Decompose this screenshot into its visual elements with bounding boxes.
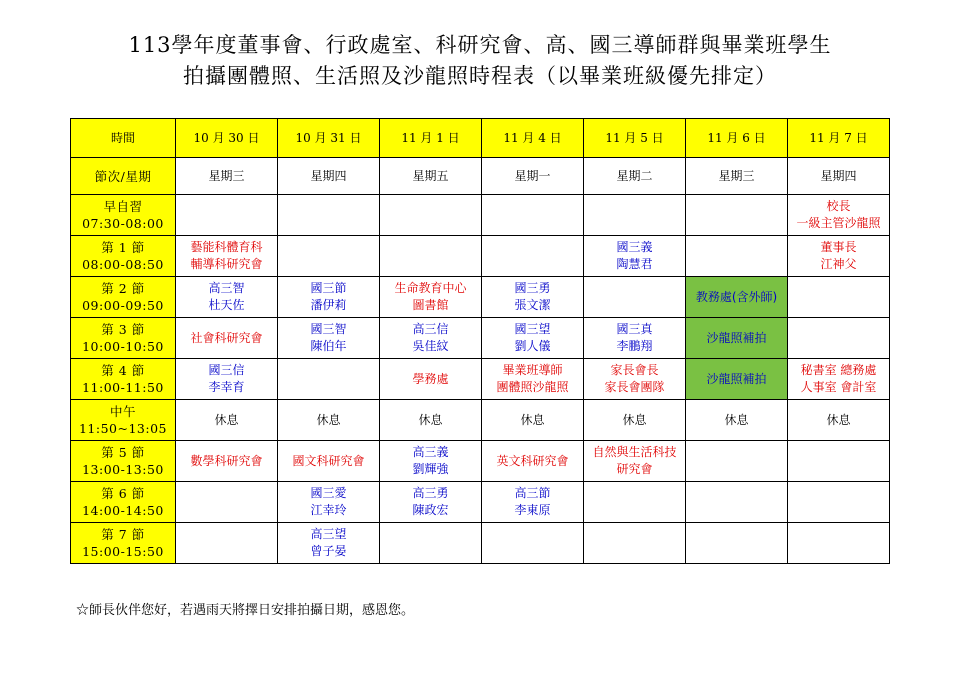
weekday-header: 星期五	[380, 158, 482, 195]
schedule-row	[71, 318, 890, 359]
title-line-1: 113學年度董事會、行政處室、科研究會、高、國三導師群與畢業班學生	[128, 33, 832, 57]
cell-text: 曾子晏	[310, 544, 347, 558]
cell-text: 教務處(含外師)	[695, 289, 778, 304]
cell-text: 李鵬翔	[616, 339, 653, 353]
period-label	[71, 523, 176, 564]
period-time: 15:00-15:50	[82, 544, 164, 559]
schedule-cell	[584, 359, 686, 400]
schedule-cell	[584, 195, 686, 236]
cell-text: 圖書館	[412, 298, 449, 312]
schedule-cell	[788, 277, 890, 318]
date-header: 10 月 30 日	[176, 119, 278, 158]
cell-text: 高三信	[412, 322, 449, 336]
schedule-cell	[584, 236, 686, 277]
cell-text: 社會科研究會	[190, 330, 263, 345]
period-name: 中午	[109, 404, 136, 419]
date-header: 11 月 1 日	[380, 119, 482, 158]
date-header: 11 月 6 日	[686, 119, 788, 158]
schedule-cell	[176, 523, 278, 564]
schedule-row	[71, 441, 890, 482]
period-label	[71, 482, 176, 523]
cell-text: 英文科研究會	[496, 453, 569, 468]
cell-text: 國三愛	[310, 486, 347, 500]
schedule-cell	[788, 400, 890, 441]
cell-text: 國三勇	[514, 281, 551, 295]
schedule-cell	[482, 318, 584, 359]
cell-text: 潘伊莉	[310, 298, 347, 312]
cell-text: 休息	[214, 412, 239, 427]
schedule-cell	[278, 482, 380, 523]
schedule-cell	[482, 236, 584, 277]
schedule-cell	[380, 359, 482, 400]
cell-text: 休息	[622, 412, 647, 427]
cell-text: 江神父	[820, 257, 857, 271]
period-name: 第 6 節	[101, 486, 145, 501]
cell-text: 杜天佐	[208, 298, 245, 312]
schedule-cell	[686, 441, 788, 482]
schedule-cell	[686, 236, 788, 277]
schedule-cell	[278, 441, 380, 482]
schedule-cell	[176, 441, 278, 482]
schedule-cell	[482, 277, 584, 318]
schedule-cell	[278, 359, 380, 400]
cell-text: 吳佳紋	[412, 339, 449, 353]
period-name: 第 5 節	[101, 445, 145, 460]
cell-text: 國三信	[208, 363, 245, 377]
schedule-row	[71, 277, 890, 318]
cell-text: 董事長	[820, 240, 857, 254]
cell-text: 一級主管沙龍照	[796, 216, 881, 230]
period-label	[71, 359, 176, 400]
period-name: 第 4 節	[101, 363, 145, 378]
weekday-header: 星期三	[176, 158, 278, 195]
schedule-table	[70, 118, 890, 564]
date-header-row	[71, 119, 890, 158]
cell-text: 劉輝強	[412, 462, 449, 476]
schedule-row	[71, 359, 890, 400]
schedule-cell	[380, 482, 482, 523]
cell-text: 自然與生活科技	[592, 445, 677, 459]
schedule-cell	[584, 482, 686, 523]
schedule-cell	[380, 523, 482, 564]
schedule-cell	[176, 318, 278, 359]
schedule-cell	[278, 236, 380, 277]
schedule-cell	[788, 441, 890, 482]
period-label	[71, 318, 176, 359]
cell-text: 國三義	[616, 240, 653, 254]
date-header: 10 月 31 日	[278, 119, 380, 158]
cell-text: 國文科研究會	[292, 453, 365, 468]
period-label	[71, 277, 176, 318]
schedule-cell	[176, 359, 278, 400]
schedule-cell	[278, 318, 380, 359]
schedule-cell	[176, 482, 278, 523]
cell-text: 高三望	[310, 527, 347, 541]
cell-text: 團體照沙龍照	[496, 380, 569, 394]
schedule-cell	[482, 482, 584, 523]
cell-text: 校長	[826, 199, 851, 213]
title-line-2: 拍攝團體照、生活照及沙龍照時程表（以畢業班級優先排定）	[183, 64, 777, 88]
period-name: 第 7 節	[101, 527, 145, 542]
footnote: ☆師長伙伴您好，若遇雨天將擇日安排拍攝日期，感恩您。	[76, 603, 415, 618]
period-name: 早自習	[103, 199, 143, 214]
cell-text: 江幸玲	[310, 503, 347, 517]
period-label	[71, 195, 176, 236]
weekday-header: 星期四	[788, 158, 890, 195]
document-title	[0, 30, 960, 92]
schedule-cell	[788, 523, 890, 564]
schedule-cell	[482, 359, 584, 400]
cell-text: 秘書室 總務處	[800, 363, 877, 377]
schedule-cell	[482, 400, 584, 441]
schedule-cell	[584, 441, 686, 482]
cell-text: 輔導科研究會	[190, 257, 263, 271]
cell-text: 家長會團隊	[604, 380, 665, 394]
date-header: 11 月 5 日	[584, 119, 686, 158]
schedule-cell	[278, 195, 380, 236]
period-time: 08:00-08:50	[82, 257, 164, 272]
schedule-cell	[176, 400, 278, 441]
weekday-header: 星期三	[686, 158, 788, 195]
cell-text: 李東原	[514, 503, 551, 517]
schedule-cell	[380, 195, 482, 236]
period-time: 13:00-13:50	[82, 462, 164, 477]
cell-text: 休息	[724, 412, 749, 427]
cell-text: 李幸育	[208, 380, 245, 394]
schedule-cell	[788, 482, 890, 523]
schedule-row	[71, 482, 890, 523]
schedule-cell	[686, 359, 788, 400]
period-time: 09:00-09:50	[82, 298, 164, 313]
schedule-cell	[788, 195, 890, 236]
period-time: 11:00-11:50	[82, 380, 164, 395]
schedule-cell	[686, 482, 788, 523]
cell-text: 休息	[316, 412, 341, 427]
cell-text: 國三智	[310, 322, 347, 336]
cell-text: 國三望	[514, 322, 551, 336]
schedule-row	[71, 523, 890, 564]
date-header: 11 月 4 日	[482, 119, 584, 158]
period-label	[71, 441, 176, 482]
cell-text: 生命教育中心	[394, 281, 467, 295]
schedule-cell	[176, 236, 278, 277]
cell-text: 休息	[826, 412, 851, 427]
schedule-cell	[482, 195, 584, 236]
cell-text: 人事室 會計室	[800, 380, 877, 394]
cell-text: 數學科研究會	[190, 453, 263, 468]
weekday-header: 星期四	[278, 158, 380, 195]
cell-text: 研究會	[616, 462, 653, 476]
cell-text: 高三智	[208, 281, 245, 295]
schedule-cell	[380, 441, 482, 482]
schedule-row	[71, 400, 890, 441]
cell-text: 休息	[418, 412, 443, 427]
schedule-cell	[176, 277, 278, 318]
schedule-cell	[176, 195, 278, 236]
period-time: 14:00-14:50	[82, 503, 164, 518]
cell-text: 陳伯年	[310, 339, 347, 353]
period-label	[71, 236, 176, 277]
schedule-cell	[788, 318, 890, 359]
cell-text: 家長會長	[610, 363, 659, 377]
schedule-cell	[482, 523, 584, 564]
cell-text: 藝能科體育科	[190, 240, 263, 254]
schedule-cell	[584, 318, 686, 359]
header-corner-2: 節次/星期	[71, 158, 176, 195]
cell-text: 劉人儀	[514, 339, 551, 353]
cell-text: 學務處	[412, 371, 449, 386]
schedule-cell	[686, 277, 788, 318]
cell-text: 國三節	[310, 281, 347, 295]
schedule-cell	[584, 277, 686, 318]
schedule-cell	[278, 400, 380, 441]
cell-text: 國三真	[616, 322, 653, 336]
period-time: 11:50~13:05	[78, 421, 168, 436]
schedule-cell	[278, 277, 380, 318]
schedule-cell	[584, 523, 686, 564]
cell-text: 高三義	[412, 445, 449, 459]
schedule-cell	[584, 400, 686, 441]
cell-text: 畢業班導師	[502, 363, 563, 377]
period-name: 第 3 節	[101, 322, 145, 337]
period-name: 第 1 節	[101, 240, 145, 255]
schedule-cell	[482, 441, 584, 482]
schedule-cell	[686, 195, 788, 236]
header-corner: 時間	[71, 119, 176, 158]
schedule-cell	[686, 400, 788, 441]
schedule-cell	[686, 318, 788, 359]
schedule-row	[71, 195, 890, 236]
period-time: 10:00-10:50	[82, 339, 164, 354]
cell-text: 高三勇	[412, 486, 449, 500]
schedule-cell	[380, 277, 482, 318]
schedule-cell	[686, 523, 788, 564]
cell-text: 沙龍照補拍	[706, 371, 767, 386]
cell-text: 休息	[520, 412, 545, 427]
period-label	[71, 400, 176, 441]
schedule-cell	[380, 400, 482, 441]
weekday-header: 星期二	[584, 158, 686, 195]
schedule-cell	[788, 359, 890, 400]
date-header: 11 月 7 日	[788, 119, 890, 158]
period-time: 07:30-08:00	[82, 216, 164, 231]
period-name: 第 2 節	[101, 281, 145, 296]
weekday-header: 星期一	[482, 158, 584, 195]
schedule-cell	[278, 523, 380, 564]
cell-text: 陳政宏	[412, 503, 449, 517]
cell-text: 沙龍照補拍	[706, 330, 767, 345]
schedule-row	[71, 236, 890, 277]
schedule-cell	[380, 236, 482, 277]
weekday-header-row	[71, 158, 890, 195]
cell-text: 張文潔	[514, 298, 551, 312]
schedule-cell	[788, 236, 890, 277]
cell-text: 高三節	[514, 486, 551, 500]
schedule-cell	[380, 318, 482, 359]
cell-text: 陶慧君	[616, 257, 653, 271]
